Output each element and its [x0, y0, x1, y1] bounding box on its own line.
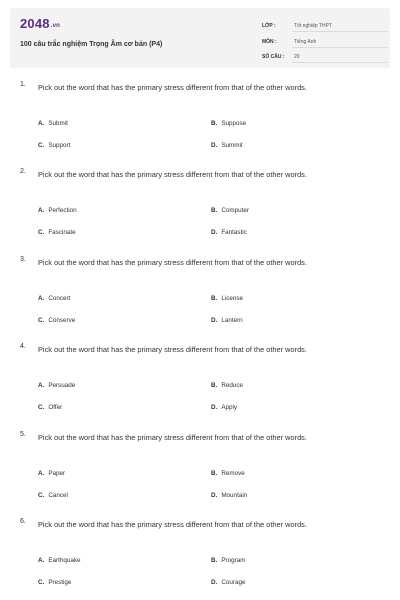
question-text: Pick out the word that has the primary stress different from that of the other words. [38, 345, 307, 354]
option-a[interactable]: A. Earthquake [38, 557, 81, 564]
question-text: Pick out the word that has the primary stress different from that of the other words. [38, 258, 307, 267]
option-a[interactable]: A. Submit [38, 120, 68, 127]
option-c[interactable]: C. Conserve [38, 317, 76, 324]
meta-count-key: SỐ CÂU : [262, 54, 285, 60]
logo-text: 2048 [20, 16, 50, 31]
option-b[interactable]: B. Computer [211, 207, 249, 214]
option-a[interactable]: A. Concert [38, 295, 71, 302]
question-number: 4. [20, 343, 26, 350]
meta-class-key: LỚP : [262, 23, 276, 29]
option-c[interactable]: C. Offer [38, 404, 63, 411]
option-b[interactable]: B. Suppose [211, 120, 247, 127]
question-number: 5. [20, 431, 26, 438]
option-b[interactable]: B. License [211, 295, 244, 302]
meta-divider [292, 47, 388, 48]
meta-count-value: 20 [294, 54, 300, 60]
option-c[interactable]: C. Fascinate [38, 229, 76, 236]
question-text: Pick out the word that has the primary stress different from that of the other words. [38, 83, 307, 92]
option-d[interactable]: D. Courage [211, 579, 246, 586]
option-d[interactable]: D. Mountain [211, 492, 248, 499]
document-title: 100 câu trắc nghiệm Trọng Âm cơ bản (P4) [20, 41, 163, 48]
question-text: Pick out the word that has the primary stress different from that of the other words. [38, 433, 307, 442]
option-d[interactable]: D. Apply [211, 404, 238, 411]
option-a[interactable]: A. Perfection [38, 207, 77, 214]
meta-divider [292, 62, 388, 63]
question-text: Pick out the word that has the primary stress different from that of the other words. [38, 520, 307, 529]
site-logo[interactable] [20, 16, 60, 31]
meta-class-value: Tốt nghiệp THPT [294, 23, 332, 29]
meta-subject-value: Tiếng Anh [294, 39, 317, 45]
option-a[interactable]: A. Paper [38, 470, 66, 477]
option-d[interactable]: D. Lantern [211, 317, 243, 324]
question-text: Pick out the word that has the primary stress different from that of the other words. [38, 170, 307, 179]
option-c[interactable]: C. Support [38, 142, 71, 149]
option-c[interactable]: C. Cancel [38, 492, 68, 499]
option-b[interactable]: B. Program [211, 557, 246, 564]
option-b[interactable]: B. Remove [211, 470, 245, 477]
option-b[interactable]: B. Reduce [211, 382, 244, 389]
question-number: 2. [20, 168, 26, 175]
option-a[interactable]: A. Persuade [38, 382, 76, 389]
meta-subject-key: MÔN : [262, 39, 277, 45]
document-header [10, 8, 390, 68]
option-c[interactable]: C. Prestige [38, 579, 72, 586]
logo-suffix: .vn [50, 23, 61, 29]
question-number: 3. [20, 256, 26, 263]
option-d[interactable]: D. Fantastic [211, 229, 247, 236]
meta-divider [292, 31, 388, 32]
question-number: 6. [20, 518, 26, 525]
question-number: 1. [20, 81, 26, 88]
option-d[interactable]: D. Summit [211, 142, 243, 149]
